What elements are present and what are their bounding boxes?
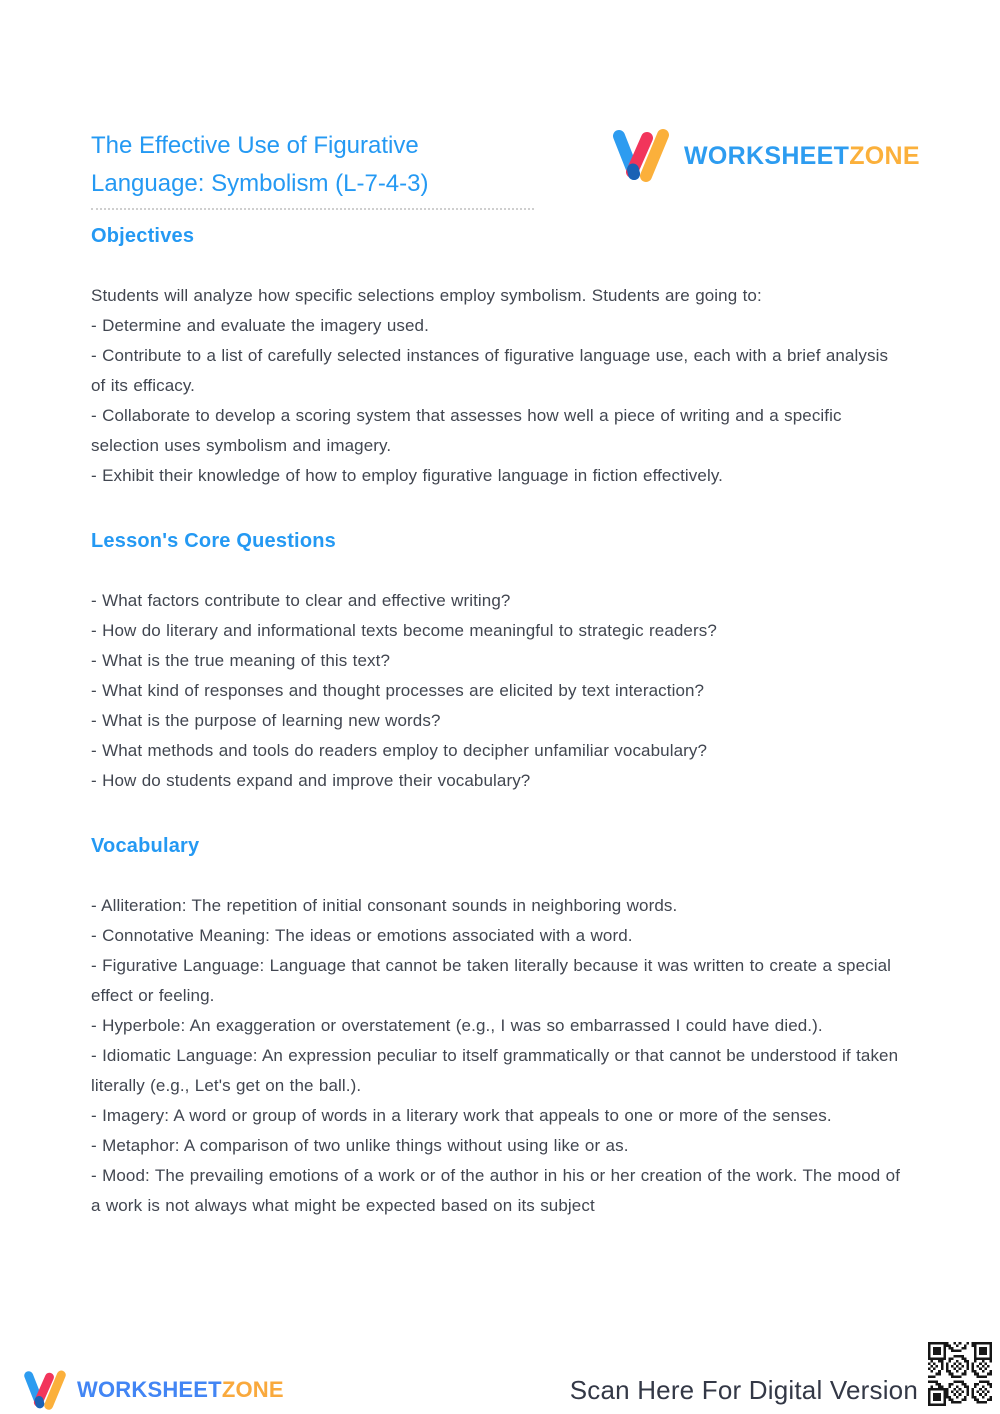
brand-wordmark xyxy=(684,142,920,171)
objectives-item: - Exhibit their knowledge of how to employ figurative language in fiction effectively. xyxy=(91,466,723,485)
core-question-item: - What methods and tools do readers employ to decipher unfamiliar vocabulary? xyxy=(91,741,708,760)
vocabulary-item: - Idiomatic Language: An expression peculiar to itself grammatically or that cannot be understood if taken literally (e.g., Let's get on the ball.). xyxy=(91,1046,899,1095)
objectives-item: - Determine and evaluate the imagery used. xyxy=(91,316,429,335)
section-heading-core-questions: Lesson's Core Questions xyxy=(91,530,336,552)
worksheet-body xyxy=(91,222,906,1221)
core-question-item: - How do students expand and improve their vocabulary? xyxy=(91,771,531,790)
page-title-line-2: Language: Symbolism (L-7-4-3) xyxy=(91,170,429,197)
core-question-item: - What factors contribute to clear and effective writing? xyxy=(91,591,511,610)
worksheetzone-w-icon xyxy=(610,127,672,185)
core-question-item: - What is the true meaning of this text? xyxy=(91,651,391,670)
section-heading-objectives: Objectives xyxy=(91,225,195,247)
brand-name-secondary: ZONE xyxy=(221,1377,284,1402)
core-question-item: - How do literary and informational texts become meaningful to strategic readers? xyxy=(91,621,717,640)
objectives-item: - Collaborate to develop a scoring system that assesses how well a piece of writing and a specific selection uses symbolism and imagery. xyxy=(91,406,842,455)
vocabulary-item: - Connotative Meaning: The ideas or emotions associated with a word. xyxy=(91,926,633,945)
brand-name-primary: WORKSHEET xyxy=(77,1377,222,1402)
page-title xyxy=(91,127,534,210)
core-question-item: - What kind of responses and thought processes are elicited by text interaction? xyxy=(91,681,705,700)
core-question-item: - What is the purpose of learning new words? xyxy=(91,711,441,730)
section-heading-vocabulary: Vocabulary xyxy=(91,835,200,857)
qr-code xyxy=(928,1342,992,1406)
vocabulary-item: - Imagery: A word or group of words in a literary work that appeals to one or more of the senses. xyxy=(91,1106,832,1125)
footer-brand-wordmark xyxy=(77,1377,284,1403)
objectives-item: - Contribute to a list of carefully selected instances of figurative language use, each with a brief analysis of its efficacy. xyxy=(91,346,889,395)
brand-name-primary: WORKSHEET xyxy=(684,141,850,170)
vocabulary-item: - Figurative Language: Language that cannot be taken literally because it was written to create a special effect or feeling. xyxy=(91,956,892,1005)
worksheetzone-w-icon xyxy=(22,1369,68,1412)
page-title-line-1: The Effective Use of Figurative xyxy=(91,132,419,159)
objectives-intro: Students will analyze how specific selections employ symbolism. Students are going to: xyxy=(91,286,762,305)
vocabulary-item: - Metaphor: A comparison of two unlike things without using like or as. xyxy=(91,1136,629,1155)
scan-here-label: Scan Here For Digital Version xyxy=(569,1375,918,1405)
brand-name-secondary: ZONE xyxy=(849,141,920,170)
worksheetzone-logo xyxy=(610,126,920,186)
vocabulary-item: - Hyperbole: An exaggeration or overstatement (e.g., I was so embarrassed I could have died.). xyxy=(91,1016,823,1035)
footer-worksheetzone-logo xyxy=(22,1367,284,1413)
vocabulary-item: - Alliteration: The repetition of initial consonant sounds in neighboring words. xyxy=(91,896,678,915)
vocabulary-item: - Mood: The prevailing emotions of a work or of the author in his or her creation of the work. The mood of a work is not always what might be expected based on its subject xyxy=(91,1166,901,1215)
